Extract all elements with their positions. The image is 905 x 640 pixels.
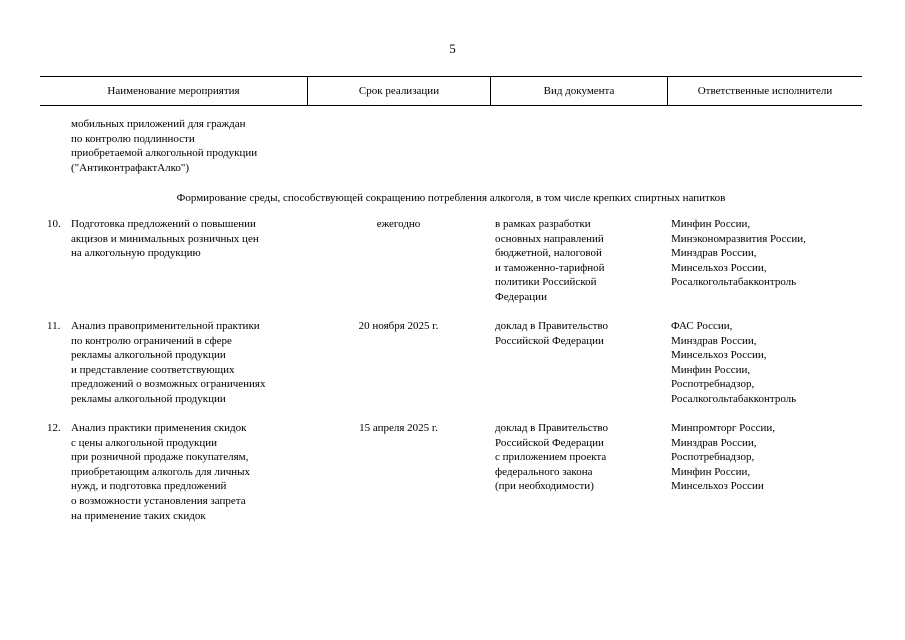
header-deadline: Срок реализации (307, 77, 490, 105)
section-heading: Формирование среды, способствующей сокращению потребления алкоголя, в том числе крепких спиртных напитков (176, 192, 726, 204)
resp-line: Минфин России, (671, 218, 751, 230)
continuation-name-cell (71, 117, 257, 175)
row-number: 11. (47, 320, 61, 332)
row-term-cell: 20 ноября 2025 г. (358, 320, 439, 332)
name-line: на применение таких скидок (71, 509, 206, 522)
resp-line: Минсельхоз России (671, 480, 764, 493)
row-number: 10. (47, 218, 61, 230)
doc-line: (при необходимости) (495, 480, 594, 493)
name-line: акцизов и минимальных розничных цен (71, 232, 259, 245)
resp-line: Минфин России, (671, 363, 751, 376)
row-name-cell (71, 217, 259, 261)
name-line: с цены алкогольной продукции (71, 436, 217, 449)
resp-line: Минсельхоз России, (671, 349, 767, 362)
resp-line: Росалкогольтабакконтроль (671, 276, 797, 289)
doc-line: бюджетной, налоговой (495, 247, 602, 260)
doc-line: федерального закона (495, 465, 593, 478)
doc-line: и таможенно-тарифной (495, 261, 605, 274)
name-line: Анализ правоприменительной практики (71, 320, 260, 332)
doc-line: Российской Федерации (495, 436, 604, 449)
name-line: по контролю подлинности (71, 132, 195, 145)
resp-line: Минсельхоз России, (671, 261, 767, 274)
row-name-cell (71, 421, 250, 523)
resp-line: Минздрав России, (671, 436, 757, 449)
name-line: приобретаемой алкогольной продукции (71, 147, 258, 160)
page-number: 5 (449, 41, 456, 56)
name-line: по контролю ограничений в сфере (71, 334, 232, 347)
name-line: ("АнтиконтрафактАлко") (71, 161, 190, 174)
name-line: и представление соответствующих (71, 363, 235, 376)
doc-line: с приложением проекта (495, 451, 607, 464)
row-responsible-cell (671, 421, 775, 494)
resp-line: Роспотребнадзор, (671, 451, 755, 464)
resp-line: Минздрав России, (671, 247, 757, 260)
row-doc-cell (495, 319, 608, 348)
name-line: мобильных приложений для граждан (71, 118, 246, 130)
name-line: нужд, и подготовка предложений (71, 480, 227, 493)
name-line: рекламы алкогольной продукции (71, 392, 226, 405)
doc-line: политики Российской (495, 276, 597, 289)
row-name-cell (71, 319, 265, 407)
doc-line: основных направлений (495, 232, 604, 245)
row-responsible-cell (671, 319, 796, 407)
resp-line: ФАС России, (671, 320, 733, 332)
doc-line: Российской Федерации (495, 334, 604, 347)
header-document-type: Вид документа (490, 77, 667, 105)
doc-line: доклад в Правительство (495, 422, 609, 434)
resp-line: Минздрав России, (671, 334, 757, 347)
row-doc-cell (495, 421, 608, 494)
name-line: Подготовка предложений о повышении (71, 218, 256, 230)
header-event-name: Наименование мероприятия (107, 84, 240, 97)
name-line: Анализ практики применения скидок (71, 422, 247, 434)
name-line: предложений о возможных ограничениях (71, 378, 266, 391)
row-term-cell: ежегодно (376, 218, 421, 230)
row-number: 12. (47, 422, 61, 434)
doc-line: Федерации (495, 290, 547, 303)
table-header (40, 76, 862, 106)
name-line: на алкогольную продукцию (71, 247, 201, 260)
resp-line: Минэкономразвития России, (671, 232, 806, 245)
doc-line: доклад в Правительство (495, 320, 609, 332)
doc-line: в рамках разработки (495, 218, 591, 230)
name-line: при розничной продаже покупателям, (71, 451, 249, 464)
resp-line: Росалкогольтабакконтроль (671, 392, 797, 405)
resp-line: Роспотребнадзор, (671, 378, 755, 391)
row-responsible-cell (671, 217, 806, 290)
resp-line: Минфин России, (671, 465, 751, 478)
row-doc-cell (495, 217, 605, 305)
name-line: приобретающим алкоголь для личных (71, 465, 251, 478)
resp-line: Минпромторг России, (671, 422, 776, 434)
name-line: рекламы алкогольной продукции (71, 349, 226, 362)
row-term-cell: 15 апреля 2025 г. (359, 422, 438, 434)
name-line: о возможности установления запрета (71, 494, 246, 507)
header-responsible: Ответственные исполнители (667, 77, 862, 105)
